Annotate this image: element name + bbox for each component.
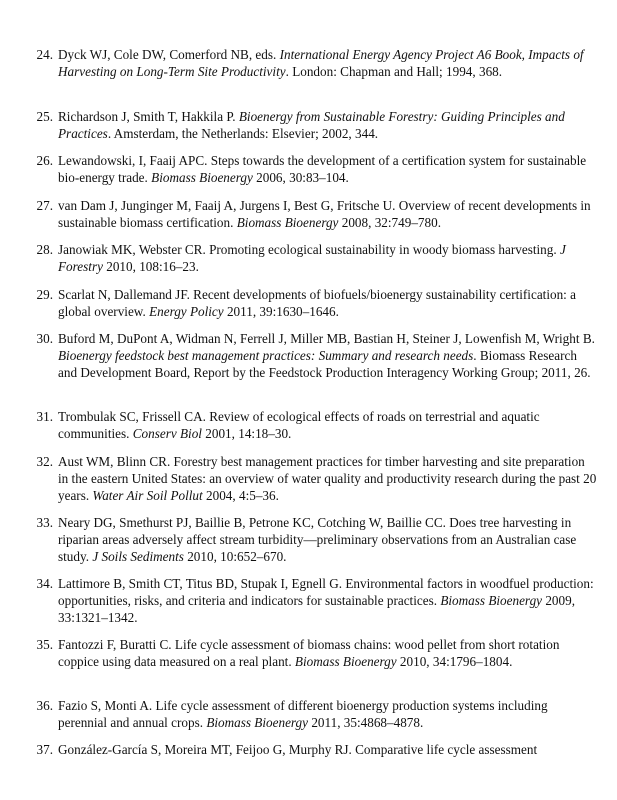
reference-text: Lattimore B, Smith CT, Titus BD, Stupak I, Egnell G. Environmental factors in woodfuel production: opportunities, risks, and criteria and indicators for sustainable practices. Biomass Bioenergy 2009, 33:1321–1342.	[58, 576, 594, 625]
reference-text: Buford M, DuPont A, Widman N, Ferrell J, Miller MB, Bastian H, Steiner J, Lowenfish M, Wright B. Bioenergy feedstock best management practices: Summary and research needs. Biomass Research and Development Board, Report by the Feedstock Production Interagency Working Group; 2011, 26.	[58, 331, 595, 380]
reference-text: Dyck WJ, Cole DW, Comerford NB, eds. International Energy Agency Project A6 Book, Impacts of Harvesting on Long-Term Site Productivity. London: Chapman and Hall; 1994, 368.	[58, 47, 584, 79]
reference-text: Janowiak MK, Webster CR. Promoting ecological sustainability in woody biomass harvesting. J Forestry 2010, 108:16–23.	[58, 242, 566, 274]
reference-number: 27.	[36, 198, 53, 213]
reference-number: 33.	[36, 515, 53, 530]
reference-number: 24.	[36, 47, 53, 62]
reference-number: 35.	[36, 637, 53, 652]
reference-number: 32.	[36, 454, 53, 469]
reference-text: Fantozzi F, Buratti C. Life cycle assessment of biomass chains: wood pellet from short rotation coppice using data measured on a real plant. Biomass Bioenergy 2010, 34:1796–1804.	[58, 637, 560, 669]
reference-text: Lewandowski, I, Faaij APC. Steps towards the development of a certification system for sustainable bio-energy trade. Biomass Bioenergy 2006, 30:83–104.	[58, 153, 587, 185]
reference-text: Neary DG, Smethurst PJ, Baillie B, Petrone KC, Cotching W, Baillie CC. Does tree harvesting in riparian areas adversely affect stream turbidity—preliminary observations from an Australian case study. J Soils Sediments 2010, 10:652–670.	[58, 515, 577, 564]
reference-text: Aust WM, Blinn CR. Forestry best management practices for timber harvesting and site preparation in the eastern United States: an overview of water quality and productivity research during the past 20 years. Water Air Soil Pollut 2004, 4:5–36.	[58, 454, 597, 503]
reference-number: 28.	[36, 242, 53, 257]
reference-number: 36.	[36, 698, 53, 713]
reference-text: Richardson J, Smith T, Hakkila P. Bioenergy from Sustainable Forestry: Guiding Principles and Practices. Amsterdam, the Netherlands: Elsevier; 2002, 344.	[58, 109, 565, 141]
reference-number: 26.	[36, 153, 53, 168]
reference-number: 37.	[36, 742, 53, 757]
reference-text: González-García S, Moreira MT, Feijoo G, Murphy RJ. Comparative life cycle assessment	[58, 742, 538, 757]
reference-number: 31.	[36, 409, 53, 424]
reference-number: 34.	[36, 576, 53, 591]
reference-number: 30.	[36, 331, 53, 346]
reference-text: van Dam J, Junginger M, Faaij A, Jurgens I, Best G, Fritsche U. Overview of recent developments in sustainable biomass certification. Biomass Bioenergy 2008, 32:749–780.	[58, 198, 591, 230]
reference-number: 29.	[36, 287, 53, 302]
reference-text: Scarlat N, Dallemand JF. Recent developments of biofuels/bioenergy sustainability certification: a global overview. Energy Policy 2011, 39:1630–1646.	[58, 287, 577, 319]
reference-number: 25.	[36, 109, 53, 124]
reference-text: Trombulak SC, Frissell CA. Review of ecological effects of roads on terrestrial and aquatic communities. Conserv Biol 2001, 14:18–30.	[58, 409, 540, 441]
reference-text: Fazio S, Monti A. Life cycle assessment of different bioenergy production systems including perennial and annual crops. Biomass Bioenergy 2011, 35:4868–4878.	[58, 698, 548, 730]
